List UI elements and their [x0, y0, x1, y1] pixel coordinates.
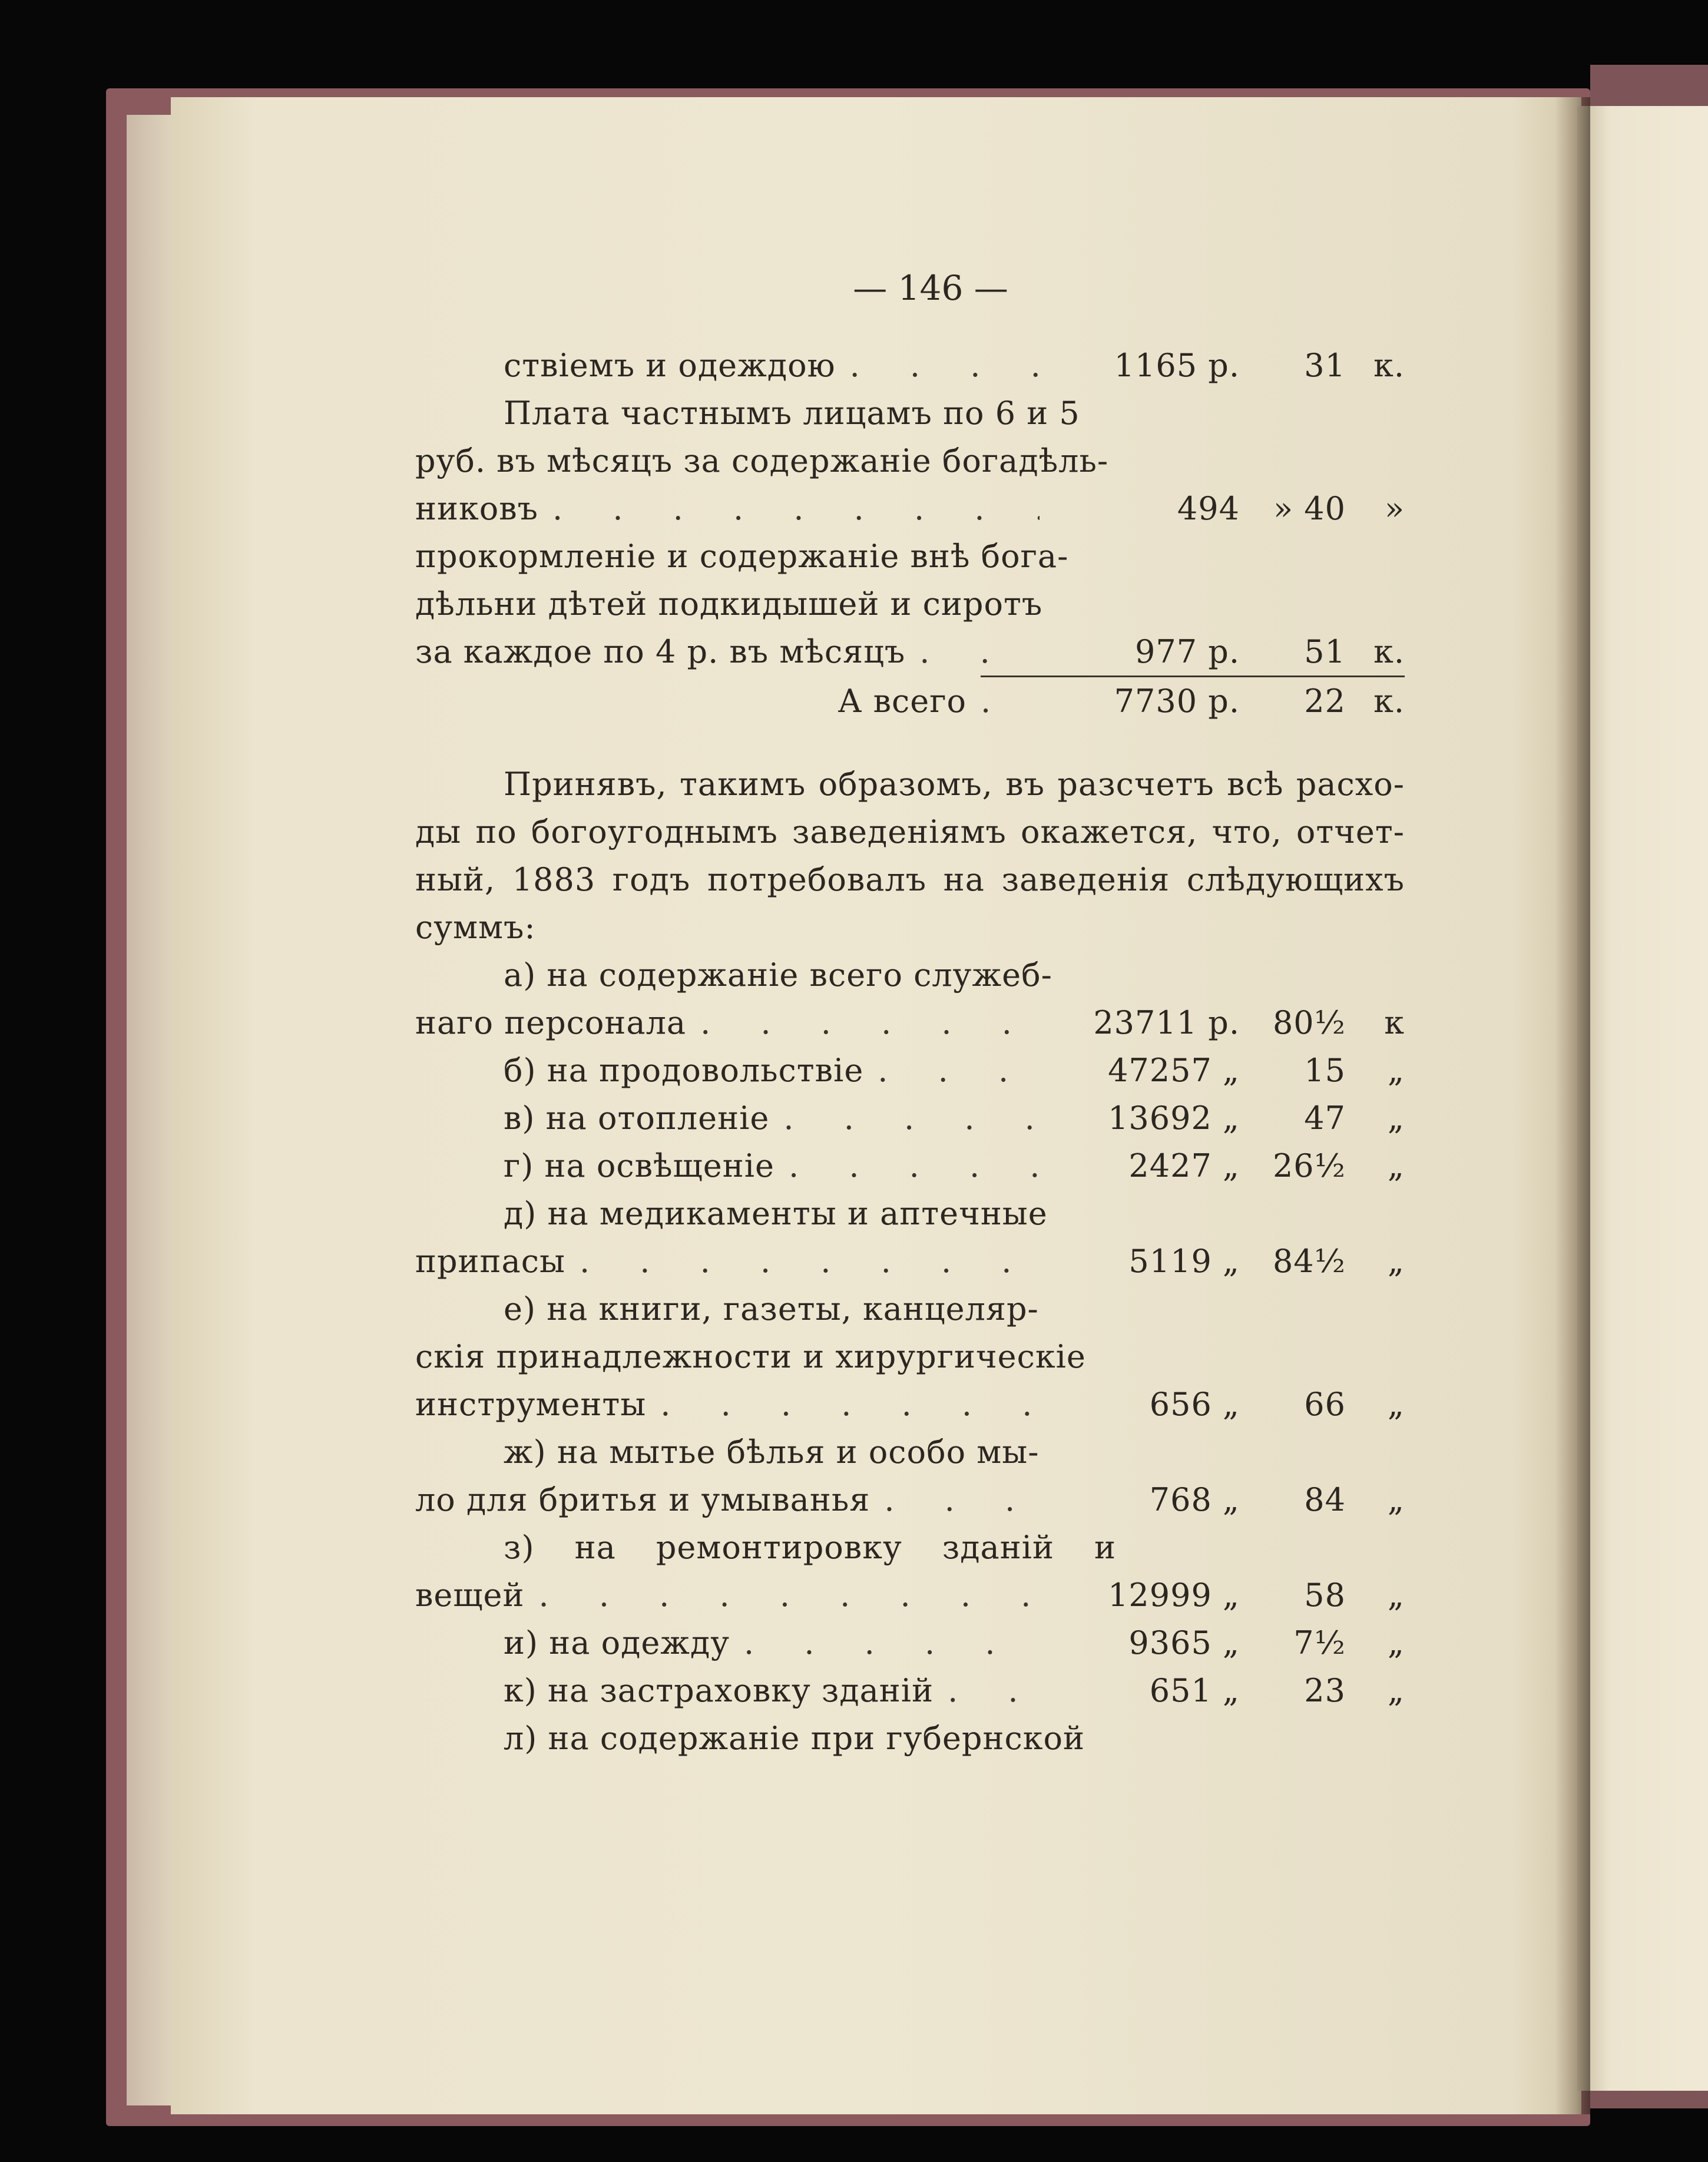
leader-dots — [525, 1571, 1040, 1619]
leader-dots — [966, 677, 1040, 725]
item-text: и) на одежду — [504, 1624, 730, 1661]
ledger-amount: 977 р. — [1135, 633, 1240, 670]
item-unit: „ — [1388, 1100, 1405, 1137]
item-text: вещей — [415, 1577, 525, 1614]
item-unit: „ — [1388, 1624, 1405, 1661]
ledger-unit: » — [1384, 490, 1405, 527]
item-unit: „ — [1388, 1147, 1405, 1184]
item-amount: 651 „ — [1149, 1672, 1240, 1709]
leader-dots — [646, 1380, 1040, 1428]
item-unit: „ — [1388, 1577, 1405, 1614]
text-line — [415, 580, 1405, 628]
item-kop: 26½ — [1272, 1147, 1346, 1184]
item-unit: „ — [1388, 1481, 1405, 1518]
paragraph-text: ный, 1883 годъ потребовалъ на заведенія слѣдующихъ — [415, 861, 1405, 898]
item-amount: 47257 „ — [1108, 1052, 1240, 1089]
ledger-row — [415, 628, 1405, 676]
item-kop: 58 — [1304, 1577, 1346, 1614]
item-text: наго персонала — [415, 1004, 687, 1041]
page-text — [415, 342, 1405, 1762]
paragraph-line — [415, 903, 1405, 951]
ledger-unit: к. — [1373, 347, 1405, 384]
leader-dots — [836, 342, 1040, 389]
item-kop: 80½ — [1272, 1004, 1346, 1041]
item-text: е) на книги, газеты, канцеляр- — [504, 1290, 1039, 1327]
item-text: а) на содержаніе всего служеб- — [504, 956, 1052, 994]
item-amount: 768 „ — [1149, 1481, 1240, 1518]
ledger-row — [415, 1094, 1405, 1142]
leader-dots — [565, 1237, 1040, 1285]
leader-dots — [730, 1619, 1040, 1667]
item-kop: 84 — [1304, 1481, 1346, 1518]
item-unit: „ — [1388, 1672, 1405, 1709]
total-row — [415, 677, 1405, 725]
item-kop: 23 — [1304, 1672, 1346, 1709]
total-unit: к. — [1373, 683, 1405, 720]
ledger-text: Плата частнымъ лицамъ по 6 и 5 — [504, 395, 1080, 432]
leader-dots — [905, 628, 1040, 676]
item-line — [415, 1190, 1405, 1237]
ledger-text: за каждое по 4 р. въ мѣсяцъ — [415, 633, 906, 670]
total-kop: 22 — [1304, 683, 1346, 720]
ledger-row — [415, 1047, 1405, 1094]
item-text: д) на медикаменты и аптечные — [504, 1195, 1048, 1232]
ledger-unit: к. — [1373, 633, 1405, 670]
item-unit: „ — [1388, 1386, 1405, 1423]
ledger-kop: 51 — [1304, 633, 1346, 670]
ledger-text: никовъ — [415, 490, 539, 527]
ledger-amount: 494 — [1177, 490, 1240, 527]
item-text: ло для бритья и умыванья — [415, 1481, 870, 1518]
leader-dots — [934, 1667, 1040, 1714]
paragraph-text: Принявъ, такимъ образомъ, въ разсчетъ всѣ расхо- — [504, 766, 1405, 803]
ledger-kop: » 40 — [1273, 490, 1346, 527]
paragraph-line — [415, 808, 1405, 856]
paragraph-line — [415, 856, 1405, 903]
item-text: в) на отопленіе — [504, 1100, 770, 1137]
paragraph-text: суммъ: — [415, 909, 536, 946]
item-text: ж) на мытье бѣлья и особо мы- — [504, 1433, 1040, 1471]
item-line — [415, 1428, 1405, 1476]
item-amount: 12999 „ — [1108, 1577, 1240, 1614]
item-kop: 47 — [1304, 1100, 1346, 1137]
item-text: инструменты — [415, 1386, 647, 1423]
item-text: з) на ремонтировку зданій и — [504, 1529, 1116, 1566]
leader-dots — [870, 1476, 1040, 1524]
text-line — [415, 389, 1405, 437]
text-line — [415, 437, 1405, 485]
item-text: к) на застраховку зданій — [504, 1672, 934, 1709]
leader-dots — [686, 999, 1040, 1047]
leader-dots — [774, 1142, 1040, 1190]
total-amount: 7730 р. — [1114, 683, 1240, 720]
ledger-row — [415, 1380, 1405, 1428]
item-kop: 66 — [1304, 1386, 1346, 1423]
book-gutter — [1555, 97, 1590, 2114]
ledger-row — [415, 1667, 1405, 1714]
item-amount: 5119 „ — [1128, 1243, 1240, 1280]
item-amount: 23711 р. — [1093, 1004, 1240, 1041]
item-text: б) на продовольствіе — [504, 1052, 864, 1089]
item-text: скія принадлежности и хирургическіе — [415, 1338, 1086, 1375]
item-kop: 7½ — [1293, 1624, 1346, 1661]
ledger-row — [415, 342, 1405, 389]
text-line — [415, 532, 1405, 580]
ledger-row — [415, 485, 1405, 532]
ledger-row — [415, 1237, 1405, 1285]
item-line — [415, 1285, 1405, 1333]
leader-dots — [769, 1094, 1040, 1142]
total-label: А всего — [838, 683, 966, 720]
ledger-row — [415, 1571, 1405, 1619]
ledger-row — [415, 1476, 1405, 1524]
item-kop: 15 — [1304, 1052, 1346, 1089]
item-unit: „ — [1388, 1243, 1405, 1280]
item-line — [415, 951, 1405, 999]
item-amount: 9365 „ — [1128, 1624, 1240, 1661]
ledger-amount: 1165 р. — [1114, 347, 1240, 384]
item-unit: „ — [1388, 1052, 1405, 1089]
ledger-row — [415, 1142, 1405, 1190]
ledger-text: руб. въ мѣсяцъ за содержаніе богадѣль- — [415, 442, 1109, 479]
item-line — [415, 1524, 1405, 1571]
leader-dots — [863, 1047, 1040, 1094]
ledger-text: ствіемъ и одеждою — [504, 347, 836, 384]
ledger-row — [415, 1619, 1405, 1667]
item-text: припасы — [415, 1243, 565, 1280]
item-kop: 84½ — [1272, 1243, 1346, 1280]
item-line — [415, 1333, 1405, 1380]
right-page-edge — [1577, 106, 1708, 2091]
leader-dots — [538, 485, 1040, 532]
item-amount: 2427 „ — [1128, 1147, 1240, 1184]
ledger-row — [415, 999, 1405, 1047]
page-number: — 146 — — [853, 268, 1008, 308]
item-text: л) на содержаніе при губернской — [504, 1720, 1085, 1757]
paragraph-line — [415, 760, 1405, 808]
ledger-text: прокормленіе и содержаніе внѣ бога- — [415, 538, 1069, 575]
ledger-kop: 31 — [1304, 347, 1346, 384]
item-unit: к — [1384, 1004, 1405, 1041]
paragraph-text: ды по богоугоднымъ заведеніямъ окажется, что, отчет- — [415, 813, 1405, 850]
item-amount: 13692 „ — [1108, 1100, 1240, 1137]
item-line — [415, 1714, 1405, 1762]
ledger-text: дѣльни дѣтей подкидышей и сиротъ — [415, 585, 1043, 623]
item-text: г) на освѣщеніе — [504, 1147, 774, 1184]
item-amount: 656 „ — [1149, 1386, 1240, 1423]
